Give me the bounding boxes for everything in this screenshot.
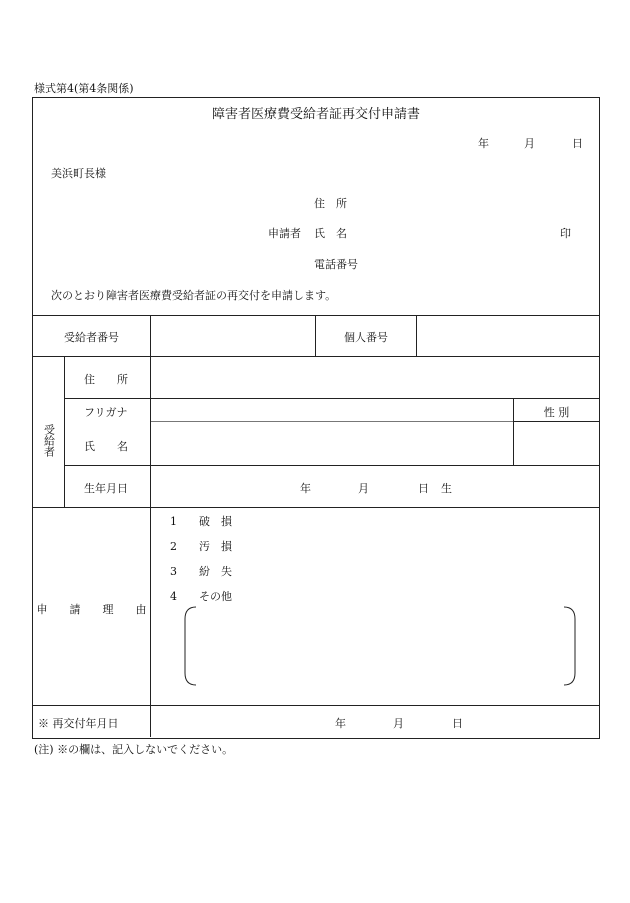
reason-option-text: 紛 失	[199, 565, 232, 578]
reissue-year-label: 年	[335, 717, 346, 730]
furigana-label: フリガナ	[84, 406, 128, 419]
birthdate-label: 生年月日	[84, 482, 128, 495]
applicant-address-label: 住 所	[314, 197, 347, 210]
reason-option-number: 3	[170, 565, 177, 578]
reason-option-text: 汚 損	[199, 540, 232, 553]
recipient-name-field[interactable]	[152, 423, 512, 464]
divider-reason	[33, 705, 599, 706]
reissue-month-label: 月	[393, 717, 404, 730]
recipient-name-label: 氏 名	[84, 440, 128, 453]
form-reference: 様式第4(第4条関係)	[34, 82, 134, 95]
personal-number-field[interactable]	[418, 317, 598, 355]
reason-option-text: 破 損	[199, 515, 232, 528]
gender-label: 性 別	[543, 406, 570, 419]
gender-field[interactable]	[515, 423, 598, 464]
birthdate-month-label: 月	[358, 482, 369, 495]
reason-option-4[interactable]	[170, 588, 232, 604]
divider-address	[64, 398, 599, 399]
birthdate-year-label: 年	[300, 482, 311, 495]
divider-birthdate	[33, 507, 599, 508]
recipient-group-label: 受給者	[42, 423, 56, 457]
other-reason-field[interactable]	[195, 610, 565, 682]
reissue-day-label: 日	[452, 717, 463, 730]
applicant-phone-label: 電話番号	[314, 258, 358, 271]
date-year-label: 年	[478, 137, 489, 150]
recipient-address-label: 住 所	[84, 373, 128, 386]
addressee: 美浜町長様	[51, 167, 106, 180]
divider-name	[64, 465, 599, 466]
reason-label: 申 請 理 由	[36, 603, 147, 616]
personal-number-label: 個人番号	[344, 331, 388, 344]
recipient-number-field[interactable]	[152, 317, 314, 355]
birthdate-suffix: 生	[441, 482, 452, 495]
footnote: (注) ※の欄は、記入しないでください。	[34, 743, 234, 756]
date-day-label: 日	[572, 137, 583, 150]
divider-recipient-number	[33, 356, 599, 357]
reason-option-2[interactable]	[170, 538, 232, 554]
reason-option-number: 1	[170, 515, 177, 528]
reason-option-number: 2	[170, 540, 177, 553]
applicant-name-label: 氏 名	[314, 227, 347, 240]
divider-gender	[513, 421, 599, 422]
applicant-prefix: 申請者	[268, 227, 301, 240]
reason-option-1[interactable]	[170, 513, 232, 529]
reissue-date-label: ※ 再交付年月日	[38, 717, 119, 730]
date-month-label: 月	[524, 137, 535, 150]
form-title: 障害者医療費受給者証再交付申請書	[211, 107, 420, 122]
column-divider-label	[150, 315, 151, 737]
birthdate-day-label: 日	[418, 482, 429, 495]
recipient-number-label: 受給者番号	[64, 331, 119, 344]
statement: 次のとおり障害者医療費受給者証の再交付を申請します。	[51, 289, 337, 302]
reason-option-text: その他	[199, 590, 232, 603]
reason-option-number: 4	[170, 590, 177, 603]
reason-option-3[interactable]	[170, 563, 232, 579]
column-divider-personal-right	[416, 315, 417, 356]
seal-mark: 印	[560, 227, 571, 240]
column-divider-recipient	[64, 356, 65, 507]
recipient-address-field[interactable]	[152, 358, 598, 397]
divider-furigana	[150, 421, 513, 422]
furigana-field[interactable]	[152, 400, 512, 420]
divider-header	[33, 315, 599, 316]
